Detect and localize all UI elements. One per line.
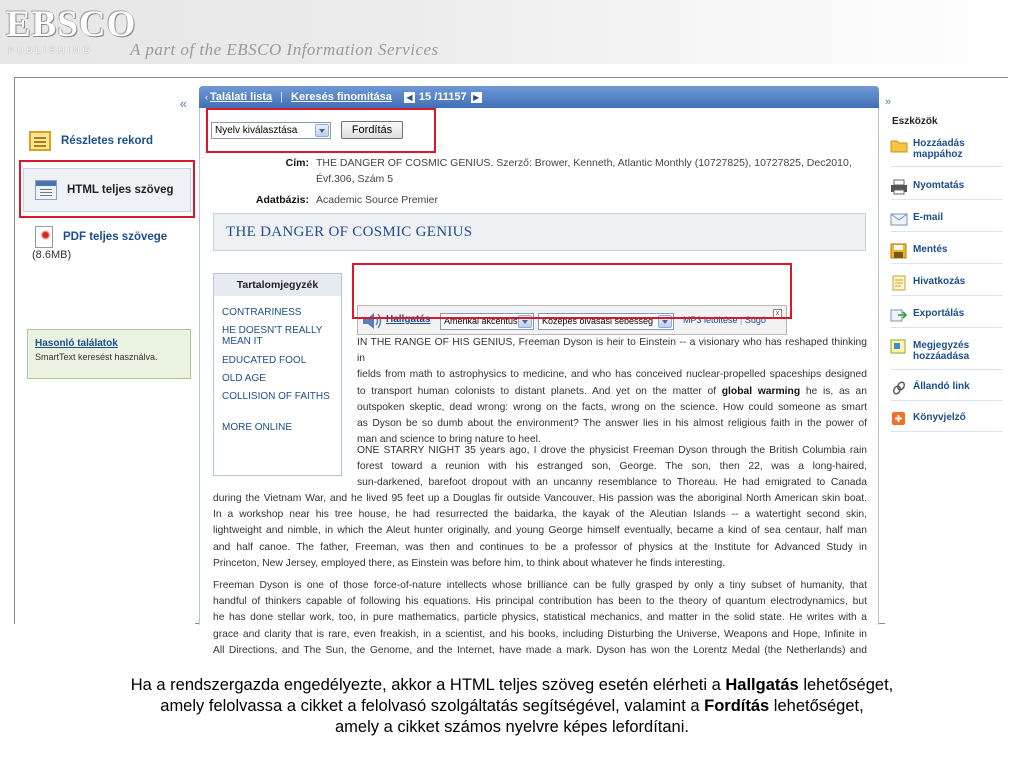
record-body xyxy=(199,108,879,656)
tagline: A part of the EBSCO Information Services xyxy=(130,40,439,59)
refine-search-link[interactable]: Keresés finomítása xyxy=(291,91,392,103)
tool-separator xyxy=(891,231,1003,232)
database-value: Academic Source Premier xyxy=(316,194,438,206)
highlight-translate xyxy=(206,108,436,153)
text-segment: he is, as an xyxy=(805,385,867,397)
logo-subtext: PUBLISHING xyxy=(8,45,93,55)
tool-permalink[interactable] xyxy=(891,381,970,395)
title-value-line2: Évf.306, Szám 5 xyxy=(316,173,394,185)
pdf-fulltext-link[interactable] xyxy=(35,226,167,248)
similar-results-link[interactable]: Hasonló találatok xyxy=(35,338,118,349)
caption-text: lehetőséget, xyxy=(769,697,864,715)
mp3-download-link[interactable]: MP3 letöltése xyxy=(683,315,738,325)
text-line: he has done stellar work, too, in pure mathematics, particle physics, statistical mechanics, and matter in the solid state. He writes with a xyxy=(213,612,867,624)
tools-title: Eszközök xyxy=(892,116,938,127)
export-icon xyxy=(891,308,907,322)
text-segment: to transport human colonists to distant planets. And yet on the matter of xyxy=(357,385,717,397)
tool-separator xyxy=(891,295,1003,296)
caption-bold-listen: Hallgatás xyxy=(725,676,799,694)
toc-item[interactable]: COLLISION OF FAITHS xyxy=(222,391,330,402)
caption-text: amely felolvassa a cikket a felolvasó szolgáltatás segítségével, valamint a xyxy=(160,697,705,715)
highlight-html-fulltext xyxy=(19,160,195,218)
tool-separator xyxy=(891,166,1003,167)
tool-separator xyxy=(891,431,1003,432)
tool-bookmark[interactable] xyxy=(891,412,966,426)
ebsco-logo xyxy=(6,4,137,57)
pdf-fulltext-label: PDF teljes szövege xyxy=(63,231,168,243)
text-line: lightweight and nimble, in which the Aleut hunter originally, and young George himself eventually, became a kind of sea centaur, half man xyxy=(213,525,867,537)
toolbar-separator: | xyxy=(280,91,284,103)
tool-label: Hivatkozás xyxy=(913,276,966,287)
text-line: All Directions, and The Sun, the Genome, and the Internet, have made a mark. Dyson has won the Lorentz Medal (the Netherlands) and xyxy=(213,644,867,656)
tool-label-line2: mappához xyxy=(913,149,963,160)
article-title-box xyxy=(213,213,866,251)
text-line: ONE STARRY NIGHT 35 years ago, I drove the physicist Freeman Dyson through the British Columbia rain xyxy=(357,445,867,456)
title-value: THE DANGER OF COSMIC GENIUS. Szerző: Brower, Kenneth, Atlantic Monthly (10727825), 10727825, Dec2010, xyxy=(316,157,852,169)
tools-panel xyxy=(885,78,1009,625)
tool-label-line2: hozzáadása xyxy=(913,351,970,362)
tool-separator xyxy=(891,369,1003,370)
tool-label: Állandó link xyxy=(913,381,970,392)
similar-results-box xyxy=(27,329,191,379)
text-line: sun-darkened, barefoot dropout with an uncanny resemblance to Thoreau. He had emigrated to Canada xyxy=(357,477,867,489)
tool-email[interactable] xyxy=(891,212,943,226)
table-of-contents xyxy=(213,273,342,476)
link-icon xyxy=(891,381,907,395)
translate-button[interactable]: Fordítás xyxy=(341,121,403,139)
tool-add-note[interactable] xyxy=(891,340,969,362)
text-line: as Dyson be so dumb about the environment? The answer lies in his almost religious faith in the power of xyxy=(357,418,867,430)
email-icon xyxy=(891,212,907,226)
slide-caption xyxy=(0,675,1024,738)
toc-item[interactable]: EDUCATED FOOL xyxy=(222,355,307,366)
next-record-icon[interactable]: ▶ xyxy=(471,92,482,103)
text-line: outspoken skeptic, dead wrong: wrong on the facts, wrong on the science. How could someone as smart xyxy=(357,401,867,413)
caption-text: lehetőséget, xyxy=(798,676,894,694)
toc-item[interactable]: CONTRARINESS xyxy=(222,307,302,318)
record-title-row xyxy=(200,155,880,195)
detailed-record-link[interactable] xyxy=(29,131,153,151)
bookmark-icon xyxy=(891,412,907,426)
result-list-link[interactable]: Találati lista xyxy=(210,91,273,103)
article-paragraph-1 xyxy=(357,335,867,448)
back-arrow-icon[interactable]: ‹ xyxy=(205,92,208,102)
speed-value: Közepes olvasási sebesség xyxy=(542,316,654,326)
highlight-player xyxy=(352,263,792,319)
title-label: Cím: xyxy=(285,157,309,169)
text-line: forest toward a reunion with his estranged son, George. The son, then 22, was a long-haired, xyxy=(357,461,867,473)
tool-label: Hozzáadás xyxy=(913,138,965,149)
tool-label: Exportálás xyxy=(913,308,965,319)
article-paragraph-2b xyxy=(213,491,867,572)
caption-bold-translate: Fordítás xyxy=(704,697,770,715)
printer-icon xyxy=(891,180,907,194)
text-line: Princeton, New Jersey, employed there, as Einstein was before him, to think about whatever he finds interesting. xyxy=(213,557,726,569)
player-links-separator: | xyxy=(740,315,743,325)
text-line: In a workshop near his tree house, he had resurrected the baidarka, the kayak of the Aleutian Islands -- a watertight second skin, xyxy=(213,509,867,521)
article-paragraph-3 xyxy=(213,578,867,659)
record-position: 15 /11157 xyxy=(418,91,467,103)
results-toolbar xyxy=(199,86,879,108)
close-icon[interactable]: x xyxy=(773,309,782,318)
tool-cite[interactable] xyxy=(891,276,965,290)
text-line: handful of thinkers capable of following his equations. His principal contribution has been to the theory of quantum electrodynamics, but xyxy=(213,596,867,608)
toc-header: Tartalomjegyzék xyxy=(214,274,341,296)
tool-separator xyxy=(891,327,1003,328)
tool-export[interactable] xyxy=(891,308,964,322)
html-fulltext-label: HTML teljes szöveg xyxy=(67,184,174,196)
tool-separator xyxy=(891,400,1003,401)
center-panel xyxy=(195,78,885,656)
ebsco-screenshot xyxy=(14,77,1008,656)
similar-results-desc: SmartText keresést használva. xyxy=(35,352,158,362)
tool-label: Könyvjelző xyxy=(913,412,966,423)
pdf-size: (8.6MB) xyxy=(32,249,72,261)
toc-item[interactable]: MORE ONLINE xyxy=(222,422,293,433)
tool-separator xyxy=(891,263,1003,264)
logo-text: EBSCO xyxy=(6,4,137,45)
text-line: during the Vietnam War, and he lived 95 feet up a Douglas fir outside Vancouver. His passion was the aboriginal North American skin boat. xyxy=(213,493,867,504)
text-line: grace and clarity that is rare, even freakish, in a scientist, and his books, including Disturbing the Universe, Weapons and Hope, Infinite in xyxy=(213,628,867,640)
note-icon xyxy=(891,340,907,354)
tool-label: E-mail xyxy=(913,212,944,223)
tool-add-folder[interactable] xyxy=(891,138,965,160)
record-icon xyxy=(29,131,51,151)
text-line xyxy=(357,384,867,400)
header-banner xyxy=(0,0,1024,64)
left-panel xyxy=(15,78,195,625)
pdf-icon xyxy=(35,226,53,248)
record-database-row xyxy=(200,192,880,208)
collapse-left-icon[interactable]: « xyxy=(179,96,187,111)
tool-label: Nyomtatás xyxy=(913,180,965,191)
text-line: Freeman Dyson is one of those force-of-nature intellects whose brilliance can be fully grasped by only a tiny subset of humanity, that xyxy=(213,580,867,591)
language-select-value: Nyelv kiválasztása xyxy=(215,125,298,136)
article-paragraph-2a xyxy=(357,443,867,492)
tool-label: Mentés xyxy=(913,244,948,255)
folder-icon xyxy=(891,138,907,152)
text-line: fields from math to astrophysics to medicine, and who has conceived nuclear-propelled spaceships designed xyxy=(357,369,867,381)
text-line: and half canoe. The father, Freeman, was then and continues to be a professor of physics at the Institute for Advanced Study in xyxy=(213,541,867,553)
tool-print[interactable] xyxy=(891,180,964,194)
toc-item[interactable]: HE DOESN'T REALLY MEAN IT xyxy=(222,325,323,347)
tool-separator xyxy=(891,199,1003,200)
save-icon xyxy=(891,244,907,258)
article-title: THE DANGER OF COSMIC GENIUS xyxy=(226,224,473,240)
listen-button[interactable]: Hallgatás xyxy=(386,314,431,325)
text-line: man and science to bring nature to heel. xyxy=(357,434,541,446)
database-label: Adatbázis: xyxy=(255,194,309,206)
toc-item[interactable]: OLD AGE xyxy=(222,373,266,384)
help-link[interactable]: Súgó xyxy=(744,315,766,325)
caption-text: Ha a rendszergazda engedélyezte, akkor a HTML teljes szöveg esetén elérheti a xyxy=(130,676,726,694)
collapse-right-icon[interactable]: » xyxy=(885,96,892,108)
tool-save[interactable] xyxy=(891,244,947,258)
text-line: IN THE RANGE OF HIS GENIUS, Freeman Dyson is heir to Einstein -- a visionary who has reshaped thinking in xyxy=(357,337,867,365)
detailed-record-label: Részletes rekord xyxy=(61,135,154,147)
prev-record-icon[interactable]: ◀ xyxy=(404,92,415,103)
highlighted-term: global warming xyxy=(721,385,801,397)
caption-text: amely a cikket számos nyelvre képes lefordítani. xyxy=(335,718,689,736)
accent-value: Amerikai akcentus xyxy=(444,316,518,326)
cite-icon xyxy=(891,276,907,290)
tool-label: Megjegyzés xyxy=(913,340,970,351)
